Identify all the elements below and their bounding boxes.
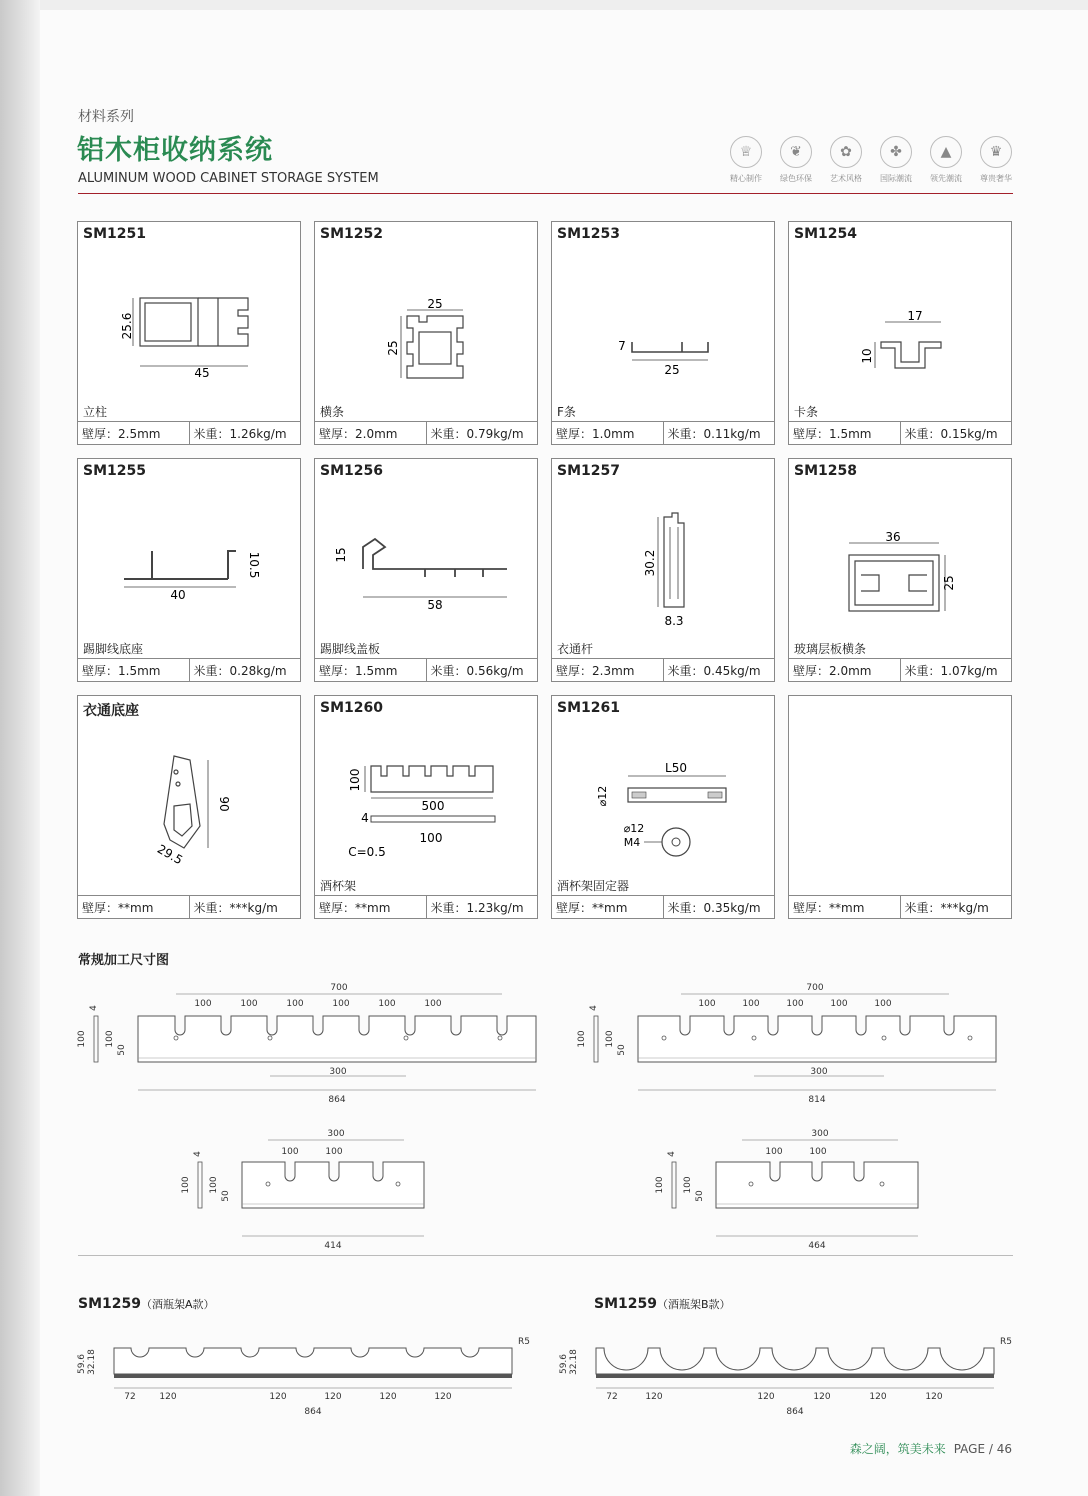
footer-slogan: 森之阔，筑美未来 [849, 1442, 946, 1456]
wall-thickness: 壁厚：2.0mm [319, 427, 398, 441]
wine-rack-a-drawing [77, 1337, 530, 1417]
meter-weight: 米重：***kg/m [189, 896, 301, 918]
wall-thickness: 壁厚：1.5mm [82, 664, 161, 678]
dim-label: 50 [617, 1044, 627, 1056]
dim-label: 72 [606, 1392, 618, 1402]
dim-label: 500 [421, 799, 445, 813]
plate-outline [138, 1016, 536, 1062]
dim-label: 100 [765, 1147, 783, 1157]
rack-base [596, 1374, 994, 1378]
dim-label: 100 [378, 999, 396, 1009]
wall-thickness: 壁厚：**mm [793, 901, 865, 915]
product-card-sm1253 [551, 221, 775, 445]
profile-drawing [789, 479, 1013, 639]
spec-row [552, 895, 774, 918]
dim-label: 10.5 [247, 551, 261, 579]
wine-rack-code: SM1259 [594, 1296, 657, 1312]
mountain-icon: ▲ [930, 136, 962, 168]
meter-weight: 米重：0.28kg/m [189, 659, 301, 681]
product-code: SM1251 [83, 226, 146, 242]
side-profile [94, 1016, 98, 1062]
dim-label: 100 [105, 1030, 115, 1048]
dim-label: 100 [424, 999, 442, 1009]
product-code: SM1252 [320, 226, 383, 242]
dim-label: 120 [925, 1392, 943, 1402]
product-card-sm1258 [788, 458, 1012, 682]
crown-icon: ♛ [980, 136, 1012, 168]
dim-label: 100 [286, 999, 304, 1009]
plate-outline [638, 1016, 996, 1062]
product-name: 立柱 [83, 405, 108, 419]
wine-rack-variant: （酒瓶架A款） [140, 1298, 215, 1311]
dim-label: 300 [329, 1067, 347, 1077]
profile-drawing [315, 716, 539, 876]
wall-thickness: 壁厚：2.0mm [793, 664, 872, 678]
wine-rack-b-title [594, 1296, 731, 1312]
wine-rack-variant: （酒瓶架B款） [656, 1298, 731, 1311]
dim-label: 120 [757, 1392, 775, 1402]
dim-label: 300 [811, 1129, 829, 1139]
product-name: 踢脚线底座 [83, 642, 144, 656]
page-title: 铝木柜收纳系统 [77, 135, 273, 166]
dim-label: 120 [379, 1392, 397, 1402]
dim-label: 100 [809, 1147, 827, 1157]
product-card-sm1251 [77, 221, 301, 445]
dim-label: R5 [518, 1337, 530, 1347]
dim-label: 120 [645, 1392, 663, 1402]
badge-label: 国际潮流 [880, 174, 912, 183]
feature-badges [724, 136, 1018, 184]
product-card-sm1257 [551, 458, 775, 682]
profile-drawing [552, 716, 776, 876]
page-footer [850, 1440, 1012, 1457]
product-name: 卡条 [794, 405, 819, 419]
dim-label: 864 [786, 1407, 804, 1417]
dim-label: 17 [907, 309, 923, 323]
profile-drawing [78, 716, 302, 876]
dim-label: 100 [698, 999, 716, 1009]
dim-label: 100 [240, 999, 258, 1009]
dim-label: M4 [623, 836, 641, 849]
plant-icon: ✿ [830, 136, 862, 168]
dim-label: 100 [830, 999, 848, 1009]
dim-label: 40 [170, 588, 186, 602]
meter-weight: 米重：1.07kg/m [900, 659, 1012, 681]
dim-label: L50 [665, 761, 687, 775]
dim-label: C=0.5 [348, 845, 386, 859]
dim-label: 864 [304, 1407, 322, 1417]
product-card-sm1252 [314, 221, 538, 445]
dim-label: 100 [194, 999, 212, 1009]
dim-label: 72 [124, 1392, 136, 1402]
profile-drawing [78, 242, 302, 402]
product-code: SM1261 [557, 700, 620, 716]
badge [974, 136, 1018, 184]
product-code: SM1258 [794, 463, 857, 479]
page-binding-shadow [0, 0, 40, 1496]
plate-drawing [577, 983, 996, 1105]
processing-drawings [0, 970, 1088, 1251]
dim-label: 32.18 [569, 1349, 579, 1375]
badge [774, 136, 818, 184]
meter-weight: 米重：0.11kg/m [663, 422, 775, 444]
dim-label: 120 [869, 1392, 887, 1402]
dim-label: R5 [1000, 1337, 1012, 1347]
dim-label: 90 [217, 796, 231, 812]
dim-label: 414 [324, 1241, 342, 1251]
dim-label: 50 [221, 1190, 231, 1202]
product-name: 玻璃层板横条 [794, 642, 867, 656]
product-card-sm1256 [314, 458, 538, 682]
rack-outline [596, 1348, 994, 1374]
dim-label: 59.6 [77, 1353, 87, 1375]
page-number: PAGE / 46 [953, 1442, 1012, 1456]
plate-drawing [181, 1129, 424, 1251]
trophy-icon: ♕ [730, 136, 762, 168]
rack-outline [114, 1348, 512, 1374]
profile-drawing [552, 479, 776, 639]
dim-label: 30.2 [643, 549, 657, 577]
dim-label: 25 [386, 340, 400, 356]
wine-rack-b-drawing [559, 1337, 1012, 1417]
dim-label: 300 [810, 1067, 828, 1077]
badge-label: 领先潮流 [930, 174, 962, 183]
dim-label: 36 [885, 530, 901, 544]
badge-label: 精心制作 [730, 174, 762, 183]
plate-drawing [655, 1129, 918, 1251]
wall-thickness: 壁厚：**mm [82, 901, 154, 915]
dim-label: 100 [77, 1030, 87, 1048]
side-profile [672, 1162, 676, 1208]
product-name: 酒杯架 [320, 879, 357, 893]
dim-label: 25 [427, 297, 443, 311]
product-card-rod-base [77, 695, 301, 919]
plate-drawing [77, 983, 536, 1105]
dim-label: 32.18 [87, 1349, 97, 1375]
dim-label: 120 [434, 1392, 452, 1402]
spec-row [552, 658, 774, 681]
profile-drawing [789, 242, 1013, 402]
dim-label: 100 [419, 831, 443, 845]
spec-row [315, 895, 537, 918]
section-divider [78, 1255, 1013, 1256]
dim-label: 100 [683, 1176, 693, 1194]
product-name: F条 [557, 405, 576, 419]
leaf-tree-icon: ❦ [780, 136, 812, 168]
product-code: SM1257 [557, 463, 620, 479]
badge-label: 尊贵奢华 [980, 174, 1012, 183]
product-code: SM1254 [794, 226, 857, 242]
dim-label: 4 [589, 1005, 599, 1011]
side-profile [594, 1016, 598, 1062]
product-name: 衣通杆 [557, 642, 594, 656]
profile-drawing [315, 479, 539, 639]
dim-label: 100 [281, 1147, 299, 1157]
dim-label: 29.5 [154, 841, 186, 868]
spec-row [315, 421, 537, 444]
dim-label: 120 [159, 1392, 177, 1402]
product-card-sm1255 [77, 458, 301, 682]
dim-label: 120 [813, 1392, 831, 1402]
wall-thickness: 壁厚：**mm [319, 901, 391, 915]
dim-label: 100 [209, 1176, 219, 1194]
spec-row [789, 421, 1011, 444]
dim-label: ⌀12 [596, 785, 609, 807]
dim-label: 700 [806, 983, 824, 993]
product-card-sm1260 [314, 695, 538, 919]
meter-weight: 米重：1.23kg/m [426, 896, 538, 918]
dim-label: 25 [664, 363, 680, 377]
dim-label: 300 [327, 1129, 345, 1139]
header-rule [78, 193, 1013, 194]
dim-label: 100 [874, 999, 892, 1009]
wine-rack-a-title [78, 1296, 215, 1312]
wall-thickness: 壁厚：2.5mm [82, 427, 161, 441]
badge [924, 136, 968, 184]
dim-label: 4 [193, 1151, 203, 1157]
product-name: 踢脚线盖板 [320, 642, 381, 656]
product-name: 酒杯架固定器 [557, 879, 630, 893]
product-code: SM1256 [320, 463, 383, 479]
dim-label: 100 [742, 999, 760, 1009]
profile-drawing [78, 479, 302, 639]
wall-thickness: 壁厚：1.0mm [556, 427, 635, 441]
meter-weight: 米重：0.15kg/m [900, 422, 1012, 444]
dim-label: 4 [667, 1151, 677, 1157]
badge-label: 艺术风格 [830, 174, 862, 183]
series-label: 材料系列 [78, 109, 134, 125]
wall-thickness: 壁厚：1.5mm [793, 427, 872, 441]
side-profile [198, 1162, 202, 1208]
badge [824, 136, 868, 184]
meter-weight: 米重：0.56kg/m [426, 659, 538, 681]
page-subtitle: ALUMINUM WOOD CABINET STORAGE SYSTEM [78, 171, 379, 186]
dim-label: 120 [324, 1392, 342, 1402]
badge [724, 136, 768, 184]
spec-row [78, 895, 300, 918]
dim-label: 50 [117, 1044, 127, 1056]
dim-label: 120 [269, 1392, 287, 1402]
dim-label: 100 [605, 1030, 615, 1048]
product-code: 衣通底座 [83, 703, 139, 719]
dim-label: 50 [695, 1190, 705, 1202]
dim-label: 100 [332, 999, 350, 1009]
dim-label: ⌀12 [623, 822, 645, 835]
dim-label: 10 [860, 348, 874, 364]
meter-weight: 米重：0.35kg/m [663, 896, 775, 918]
dim-label: 700 [330, 983, 348, 993]
dim-label: 25 [942, 575, 956, 591]
meter-weight: 米重：0.45kg/m [663, 659, 775, 681]
product-code: SM1253 [557, 226, 620, 242]
dim-label: 45 [194, 366, 210, 380]
spec-row [552, 421, 774, 444]
dim-label: 100 [655, 1176, 665, 1194]
product-code: SM1260 [320, 700, 383, 716]
profile-drawing [315, 242, 539, 402]
dim-label: 464 [808, 1241, 826, 1251]
product-card-sm1261 [551, 695, 775, 919]
meter-weight: 米重：1.26kg/m [189, 422, 301, 444]
dim-label: 59.6 [559, 1353, 569, 1375]
wine-rack-code: SM1259 [78, 1296, 141, 1312]
dim-label: 100 [577, 1030, 587, 1048]
meter-weight: 米重：***kg/m [900, 896, 1012, 918]
spec-row [78, 658, 300, 681]
product-card-empty [788, 695, 1012, 919]
dim-label: 100 [181, 1176, 191, 1194]
wall-thickness: 壁厚：2.3mm [556, 664, 635, 678]
dim-label: 100 [348, 768, 362, 792]
plate-outline [716, 1162, 918, 1208]
spec-row [789, 895, 1011, 918]
dim-label: 4 [89, 1005, 99, 1011]
product-code: SM1255 [83, 463, 146, 479]
dim-label: 864 [328, 1095, 346, 1105]
dim-label: 100 [786, 999, 804, 1009]
spec-row [78, 421, 300, 444]
dim-label: 4 [361, 811, 369, 825]
dim-label: 100 [325, 1147, 343, 1157]
dim-label: 7 [618, 339, 626, 353]
product-name: 横条 [320, 405, 345, 419]
spec-row [789, 658, 1011, 681]
globe-icon: ✤ [880, 136, 912, 168]
badge-label: 绿色环保 [780, 174, 812, 183]
dim-label: 8.3 [664, 614, 684, 628]
wine-rack-drawings [0, 1330, 1088, 1420]
wall-thickness: 壁厚：**mm [556, 901, 628, 915]
dim-label: 25.6 [120, 312, 134, 340]
badge [874, 136, 918, 184]
processing-section-title: 常规加工尺寸图 [78, 953, 170, 968]
dim-label: 814 [808, 1095, 826, 1105]
wall-thickness: 壁厚：1.5mm [319, 664, 398, 678]
dim-label: 58 [427, 598, 443, 612]
profile-drawing [552, 242, 776, 402]
spec-row [315, 658, 537, 681]
rack-base [114, 1374, 512, 1378]
dim-label: 15 [334, 547, 348, 563]
product-card-sm1254 [788, 221, 1012, 445]
meter-weight: 米重：0.79kg/m [426, 422, 538, 444]
